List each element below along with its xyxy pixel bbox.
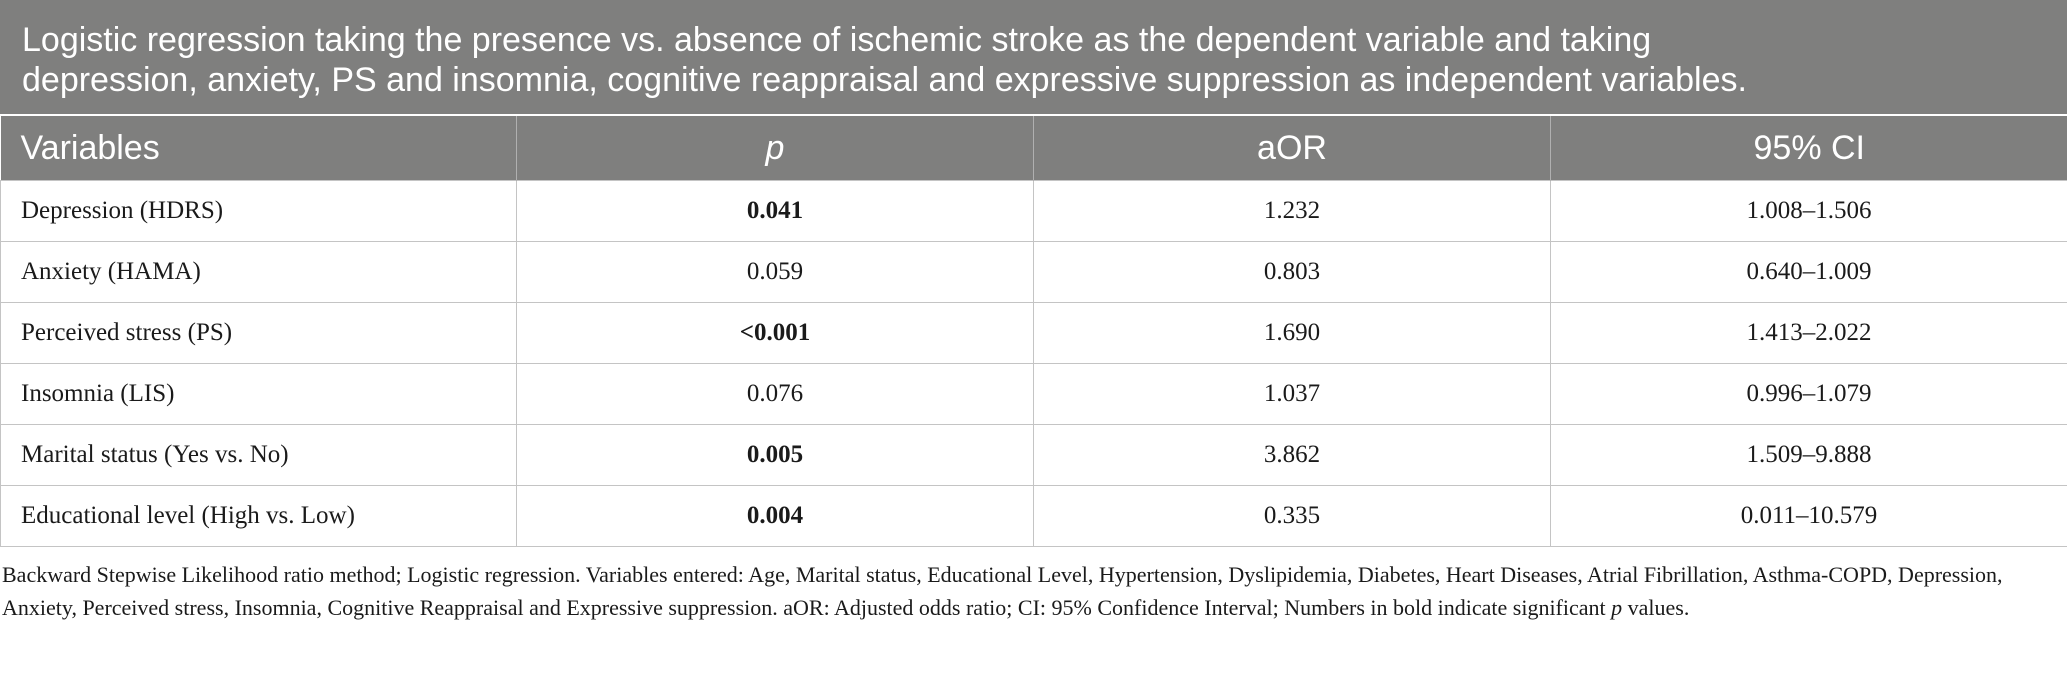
- header-variables: Variables: [1, 116, 517, 181]
- table-row: [1, 425, 2067, 486]
- p-value-cell: <0.001: [517, 303, 1034, 364]
- footnote-text: Backward Stepwise Likelihood ratio method; Logistic regression. Variables entered: Age, Marital status, Educational Level, Hypertension, Dyslipidemia, Diabetes, Heart Diseases, Atrial Fibrillation, Asthma-COPD, Depression, Anxiety, Perceived stress, Insomnia, Cognitive Reappraisal and Expressive suppression. aOR: Adjusted odds ratio; CI: 95% Confidence Interval; Numbers in bold indicate significant: [2, 562, 2003, 620]
- aor-cell: 1.690: [1034, 303, 1551, 364]
- table-row: [1, 486, 2067, 547]
- p-value-cell: 0.004: [517, 486, 1034, 547]
- table-row: [1, 242, 2067, 303]
- caption-line-1: Logistic regression taking the presence vs. absence of ischemic stroke as the dependent variable and taking: [22, 21, 1652, 59]
- ci-cell: 0.011–10.579: [1551, 486, 2067, 547]
- variable-cell: Anxiety (HAMA): [1, 242, 517, 303]
- variable-cell: Insomnia (LIS): [1, 364, 517, 425]
- p-value-cell: 0.041: [517, 181, 1034, 242]
- ci-cell: 0.996–1.079: [1551, 364, 2067, 425]
- aor-cell: 1.037: [1034, 364, 1551, 425]
- table-row: [1, 364, 2067, 425]
- p-value-cell: 0.076: [517, 364, 1034, 425]
- caption-line-2: depression, anxiety, PS and insomnia, cognitive reappraisal and expressive suppression as independent variables.: [22, 61, 1747, 99]
- variable-cell: Marital status (Yes vs. No): [1, 425, 517, 486]
- footnote-italic-p: p: [1611, 595, 1623, 620]
- ci-cell: 0.640–1.009: [1551, 242, 2067, 303]
- header-ci: 95% CI: [1551, 116, 2067, 181]
- variable-cell: Perceived stress (PS): [1, 303, 517, 364]
- results-table: [0, 116, 2067, 547]
- footnote-end: values.: [1627, 595, 1690, 620]
- aor-cell: 0.803: [1034, 242, 1551, 303]
- header-p: p: [517, 116, 1034, 181]
- header-aor: aOR: [1034, 116, 1551, 181]
- table-caption: [0, 0, 2067, 116]
- p-value-cell: 0.005: [517, 425, 1034, 486]
- table-row: [1, 181, 2067, 242]
- variable-cell: Educational level (High vs. Low): [1, 486, 517, 547]
- p-value-cell: 0.059: [517, 242, 1034, 303]
- table-row: [1, 303, 2067, 364]
- ci-cell: 1.008–1.506: [1551, 181, 2067, 242]
- ci-cell: 1.413–2.022: [1551, 303, 2067, 364]
- aor-cell: 1.232: [1034, 181, 1551, 242]
- ci-cell: 1.509–9.888: [1551, 425, 2067, 486]
- table-body: [1, 181, 2067, 547]
- table-footnote: [0, 547, 2064, 624]
- aor-cell: 0.335: [1034, 486, 1551, 547]
- variable-cell: Depression (HDRS): [1, 181, 517, 242]
- table-header: [1, 116, 2067, 181]
- aor-cell: 3.862: [1034, 425, 1551, 486]
- header-row: [1, 116, 2067, 181]
